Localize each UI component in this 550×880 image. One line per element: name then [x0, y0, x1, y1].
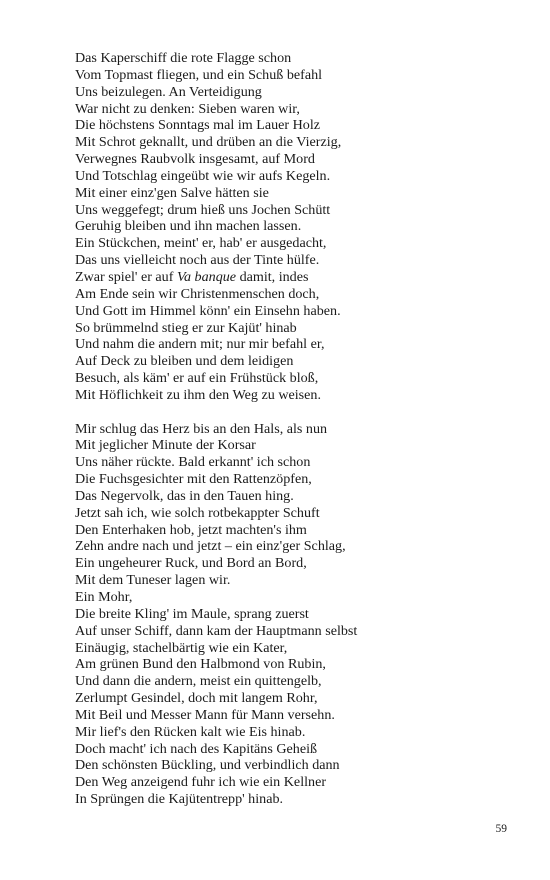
verse-line: Mir lief's den Rücken kalt wie Eis hinab.	[75, 723, 306, 740]
verse-line: Mit Schrot geknallt, und drüben an die Vierzig,	[75, 134, 342, 151]
verse-line: Mit einer einz'gen Salve hätten sie	[75, 184, 269, 201]
verse-line: Doch macht' ich nach des Kapitäns Geheiß	[75, 740, 318, 757]
verse-line: Uns näher rückte. Bald erkannt' ich schon	[75, 454, 311, 471]
verse-line: Einäugig, stachelbärtig wie ein Kater,	[75, 639, 288, 656]
verse-line: So brümmelnd stieg er zur Kajüt' hinab	[75, 319, 297, 336]
verse-line: Zehn andre nach und jetzt – ein einz'ger Schlag,	[75, 538, 346, 555]
verse-line: Das Kaperschiff die rote Flagge schon	[75, 50, 292, 66]
stanza	[75, 50, 515, 404]
verse-line: Ein Stückchen, meint' er, hab' er ausgedacht,	[75, 235, 327, 252]
verse-line: Ein ungeheurer Ruck, und Bord an Bord,	[75, 555, 307, 572]
verse-line: Mit dem Tuneser lagen wir.	[75, 572, 231, 589]
stanza	[75, 421, 515, 808]
verse-line: Und Totschlag eingeübt wie wir aufs Kegeln.	[75, 167, 331, 184]
verse-line: Jetzt sah ich, wie solch rotbekappter Schuft	[75, 504, 320, 521]
verse-line: Mit Beil und Messer Mann für Mann versehn.	[75, 706, 335, 723]
verse-text: damit, indes	[236, 268, 309, 285]
verse-line: Am grünen Bund den Halbmond von Rubin,	[75, 656, 326, 673]
verse-line: Den Weg anzeigend fuhr ich wie ein Kellner	[75, 774, 327, 791]
poem-text	[75, 50, 515, 808]
verse-text: Zwar spiel' er auf	[75, 268, 177, 285]
verse-line: Besuch, als käm' er auf ein Frühstück bloß,	[75, 370, 319, 387]
verse-line: In Sprüngen die Kajütentrepp' hinab.	[75, 791, 284, 808]
stanza-break	[75, 404, 515, 421]
verse-line: War nicht zu denken: Sieben waren wir,	[75, 100, 300, 117]
page-number: 59	[495, 823, 507, 835]
verse-line: Uns beizulegen. An Verteidigung	[75, 83, 262, 100]
verse-line: Auf Deck zu bleiben und dem leidigen	[75, 353, 294, 370]
verse-line: Mir schlug das Herz bis an den Hals, als nun	[75, 420, 328, 437]
verse-line: Den schönsten Bückling, und verbindlich dann	[75, 757, 340, 774]
verse-line: Das Negervolk, das in den Tauen hing.	[75, 487, 294, 504]
italic-phrase: Va banque	[176, 268, 237, 285]
verse-line: Uns weggefegt; drum hieß uns Jochen Schütt	[75, 201, 331, 218]
verse-line: Mit Höflichkeit zu ihm den Weg zu weisen.	[75, 386, 321, 403]
verse-line: Auf unser Schiff, dann kam der Hauptmann selbst	[75, 622, 358, 639]
verse-line: Und Gott im Himmel könn' ein Einsehn haben.	[75, 302, 341, 319]
verse-line: Den Enterhaken hob, jetzt machten's ihm	[75, 521, 307, 538]
verse-line: Mit jeglicher Minute der Korsar	[75, 437, 256, 454]
verse-line	[75, 269, 515, 286]
verse-line: Das uns vielleicht noch aus der Tinte hülfe.	[75, 252, 320, 269]
verse-line: Und dann die andern, meist ein quittengelb,	[75, 673, 322, 690]
verse-line: Verwegnes Raubvolk insgesamt, auf Mord	[75, 151, 315, 168]
verse-line: Die breite Kling' im Maule, sprang zuerst	[75, 605, 309, 622]
verse-line: Und nahm die andern mit; nur mir befahl er,	[75, 336, 325, 353]
verse-line: Vom Topmast fliegen, und ein Schuß befahl	[75, 66, 323, 83]
verse-line: Am Ende sein wir Christenmenschen doch,	[75, 285, 320, 302]
verse-line: Die Fuchsgesichter mit den Rattenzöpfen,	[75, 471, 312, 488]
verse-line: Ein Mohr,	[75, 589, 133, 605]
verse-line: Zerlumpt Gesindel, doch mit langem Rohr,	[75, 690, 318, 707]
verse-line: Geruhig bleiben und ihn machen lassen.	[75, 218, 302, 235]
verse-line: Die höchstens Sonntags mal im Lauer Holz	[75, 117, 321, 134]
